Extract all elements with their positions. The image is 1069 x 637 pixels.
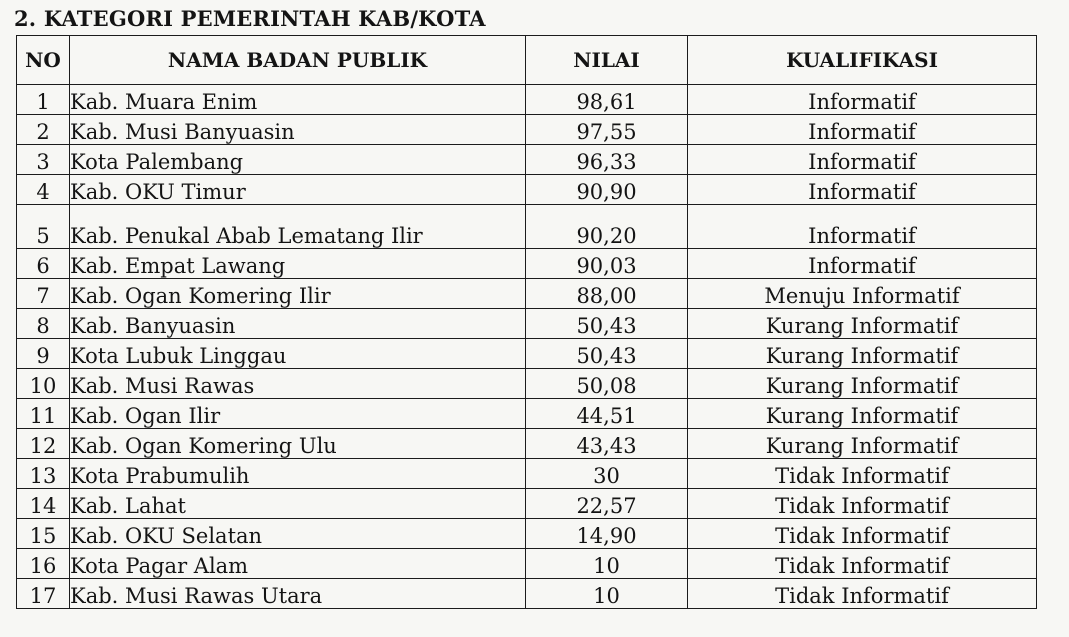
cell-kualifikasi: Kurang Informatif — [688, 369, 1037, 399]
table-row — [17, 579, 1037, 609]
cell-kualifikasi: Kurang Informatif — [688, 339, 1037, 369]
cell-kualifikasi: Informatif — [688, 249, 1037, 279]
cell-nama: Kota Lubuk Linggau — [70, 339, 526, 369]
cell-nilai: 96,33 — [526, 145, 688, 175]
cell-kualifikasi: Informatif — [688, 85, 1037, 115]
cell-kualifikasi: Informatif — [688, 145, 1037, 175]
cell-no: 11 — [17, 399, 70, 429]
cell-kualifikasi: Kurang Informatif — [688, 309, 1037, 339]
cell-kualifikasi: Kurang Informatif — [688, 399, 1037, 429]
table-row — [17, 459, 1037, 489]
cell-nama: Kota Pagar Alam — [70, 549, 526, 579]
table-row — [17, 489, 1037, 519]
cell-kualifikasi: Informatif — [688, 115, 1037, 145]
cell-no: 15 — [17, 519, 70, 549]
cell-nilai: 30 — [526, 459, 688, 489]
cell-nama: Kota Prabumulih — [70, 459, 526, 489]
cell-no: 16 — [17, 549, 70, 579]
cell-nilai: 90,90 — [526, 175, 688, 205]
cell-nama: Kab. Penukal Abab Lematang Ilir — [70, 205, 526, 249]
cell-nilai: 22,57 — [526, 489, 688, 519]
cell-nilai: 90,03 — [526, 249, 688, 279]
cell-kualifikasi: Tidak Informatif — [688, 549, 1037, 579]
cell-nama: Kab. Ogan Komering Ulu — [70, 429, 526, 459]
table-row — [17, 115, 1037, 145]
cell-nama: Kab. Lahat — [70, 489, 526, 519]
cell-kualifikasi: Tidak Informatif — [688, 519, 1037, 549]
cell-no: 7 — [17, 279, 70, 309]
cell-kualifikasi: Tidak Informatif — [688, 579, 1037, 609]
table-row — [17, 279, 1037, 309]
cell-nilai: 50,43 — [526, 339, 688, 369]
cell-nama: Kab. Musi Banyuasin — [70, 115, 526, 145]
table-row — [17, 145, 1037, 175]
header-nama: NAMA BADAN PUBLIK — [70, 36, 526, 85]
cell-nilai: 50,43 — [526, 309, 688, 339]
cell-no: 10 — [17, 369, 70, 399]
header-no: NO — [17, 36, 70, 85]
cell-nama: Kab. Muara Enim — [70, 85, 526, 115]
cell-no: 14 — [17, 489, 70, 519]
cell-nama: Kab. Banyuasin — [70, 309, 526, 339]
cell-no: 13 — [17, 459, 70, 489]
cell-no: 3 — [17, 145, 70, 175]
cell-no: 9 — [17, 339, 70, 369]
cell-nilai: 90,20 — [526, 205, 688, 249]
cell-kualifikasi: Informatif — [688, 205, 1037, 249]
cell-nilai: 10 — [526, 549, 688, 579]
cell-no: 2 — [17, 115, 70, 145]
cell-nama: Kab. Empat Lawang — [70, 249, 526, 279]
cell-no: 12 — [17, 429, 70, 459]
cell-nama: Kab. Musi Rawas — [70, 369, 526, 399]
cell-no: 4 — [17, 175, 70, 205]
table-row — [17, 309, 1037, 339]
header-nilai: NILAI — [526, 36, 688, 85]
cell-no: 17 — [17, 579, 70, 609]
ranking-table — [16, 35, 1037, 609]
table-row — [17, 205, 1037, 249]
cell-kualifikasi: Menuju Informatif — [688, 279, 1037, 309]
cell-no: 5 — [17, 205, 70, 249]
header-kualifikasi: KUALIFIKASI — [688, 36, 1037, 85]
table-row — [17, 549, 1037, 579]
cell-no: 8 — [17, 309, 70, 339]
table-row — [17, 429, 1037, 459]
cell-nilai: 88,00 — [526, 279, 688, 309]
table-row — [17, 85, 1037, 115]
cell-nilai: 97,55 — [526, 115, 688, 145]
table-row — [17, 339, 1037, 369]
cell-kualifikasi: Tidak Informatif — [688, 489, 1037, 519]
cell-nama: Kab. Ogan Ilir — [70, 399, 526, 429]
cell-nilai: 44,51 — [526, 399, 688, 429]
table-row — [17, 175, 1037, 205]
table-row — [17, 519, 1037, 549]
table-row — [17, 249, 1037, 279]
cell-no: 1 — [17, 85, 70, 115]
cell-nilai: 14,90 — [526, 519, 688, 549]
section-title: 2. KATEGORI PEMERINTAH KAB/KOTA — [14, 6, 486, 31]
table-row — [17, 399, 1037, 429]
cell-nama: Kab. Ogan Komering Ilir — [70, 279, 526, 309]
cell-nilai: 50,08 — [526, 369, 688, 399]
cell-nilai: 43,43 — [526, 429, 688, 459]
cell-kualifikasi: Informatif — [688, 175, 1037, 205]
cell-kualifikasi: Kurang Informatif — [688, 429, 1037, 459]
cell-nama: Kab. OKU Timur — [70, 175, 526, 205]
cell-nama: Kota Palembang — [70, 145, 526, 175]
cell-nama: Kab. Musi Rawas Utara — [70, 579, 526, 609]
table-row — [17, 369, 1037, 399]
cell-nama: Kab. OKU Selatan — [70, 519, 526, 549]
header-row — [17, 36, 1037, 85]
cell-nilai: 10 — [526, 579, 688, 609]
cell-no: 6 — [17, 249, 70, 279]
cell-nilai: 98,61 — [526, 85, 688, 115]
cell-kualifikasi: Tidak Informatif — [688, 459, 1037, 489]
